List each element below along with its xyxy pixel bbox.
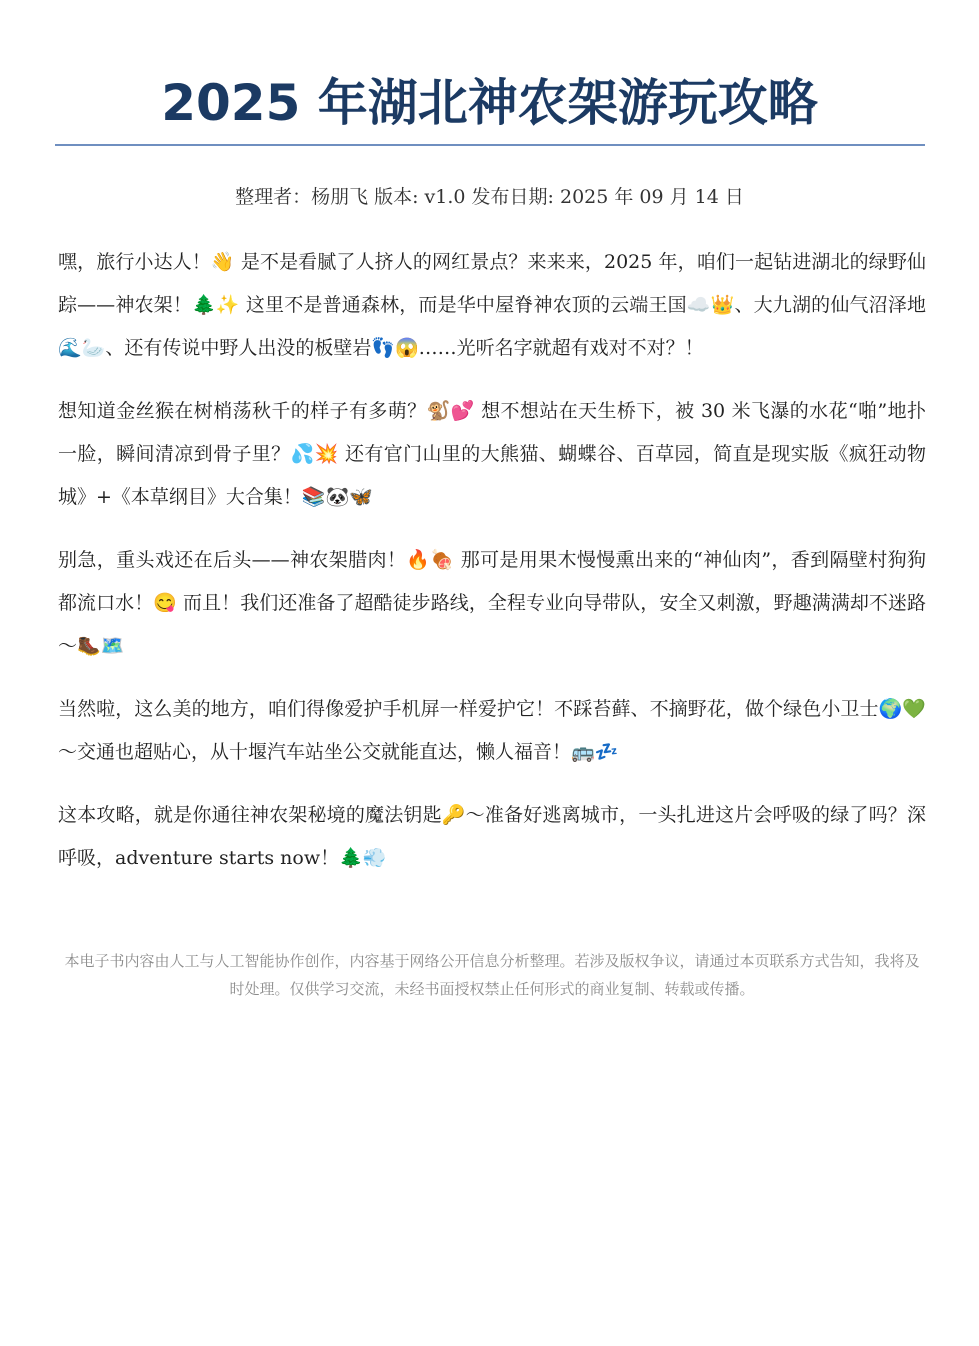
paragraph-intro: 嘿，旅行小达人！👋 是不是看腻了人挤人的网红景点？来来来，2025 年，咱们一起钻进湖北的绿野仙踪——神农架！🌲✨ 这里不是普通森林，而是华中屋脊神农顶的云端王国☁️👑、大九湖的仙气沼泽地🌊🦢、还有传说中野人出没的板壁岩👣😱……光听名字就超有戏对不对？！ [58, 251, 926, 359]
title-divider [55, 144, 925, 146]
document-meta: 整理者：杨朋飞 版本: v1.0 发布日期: 2025 年 09 月 14 日 [235, 186, 744, 208]
paragraph-protection-transport: 当然啦，这么美的地方，咱们得像爱护手机屏一样爱护它！不踩苔藓、不摘野花，做个绿色小卫士🌍💚～交通也超贴心，从十堰汽车站坐公交就能直达，懒人福音！🚌💤 [58, 698, 926, 763]
page-title: 2025 年湖北神农架游玩攻略 [161, 74, 818, 132]
paragraph-food-hiking: 别急，重头戏还在后头——神农架腊肉！🔥🍖 那可是用果木慢慢熏出来的“神仙肉”，香到隔壁村狗狗都流口水！😋 而且！我们还准备了超酷徒步路线，全程专业向导带队，安全又刺激，野趣满满却不迷路～🥾🗺️ [58, 549, 926, 657]
copyright-disclaimer: 本电子书内容由人工与人工智能协作创作，内容基于网络公开信息分析整理。若涉及版权争议，请通过本页联系方式告知，我将及时处理。仅供学习交流，未经书面授权禁止任何形式的商业复制、转载或传播。 [64, 952, 920, 998]
article-body [58, 241, 926, 900]
paragraph-closing: 这本攻略，就是你通往神农架秘境的魔法钥匙🔑～准备好逃离城市，一头扎进这片会呼吸的绿了吗？深呼吸，adventure starts now！🌲💨 [58, 804, 926, 869]
paragraph-wildlife: 想知道金丝猴在树梢荡秋千的样子有多萌？🐒💕 想不想站在天生桥下，被 30 米飞瀑的水花“啪”地扑一脸，瞬间清凉到骨子里？💦💥 还有官门山里的大熊猫、蝴蝶谷、百草园，简直是现实版《疯狂动物城》+《本草纲目》大合集！📚🐼🦋 [58, 400, 926, 508]
